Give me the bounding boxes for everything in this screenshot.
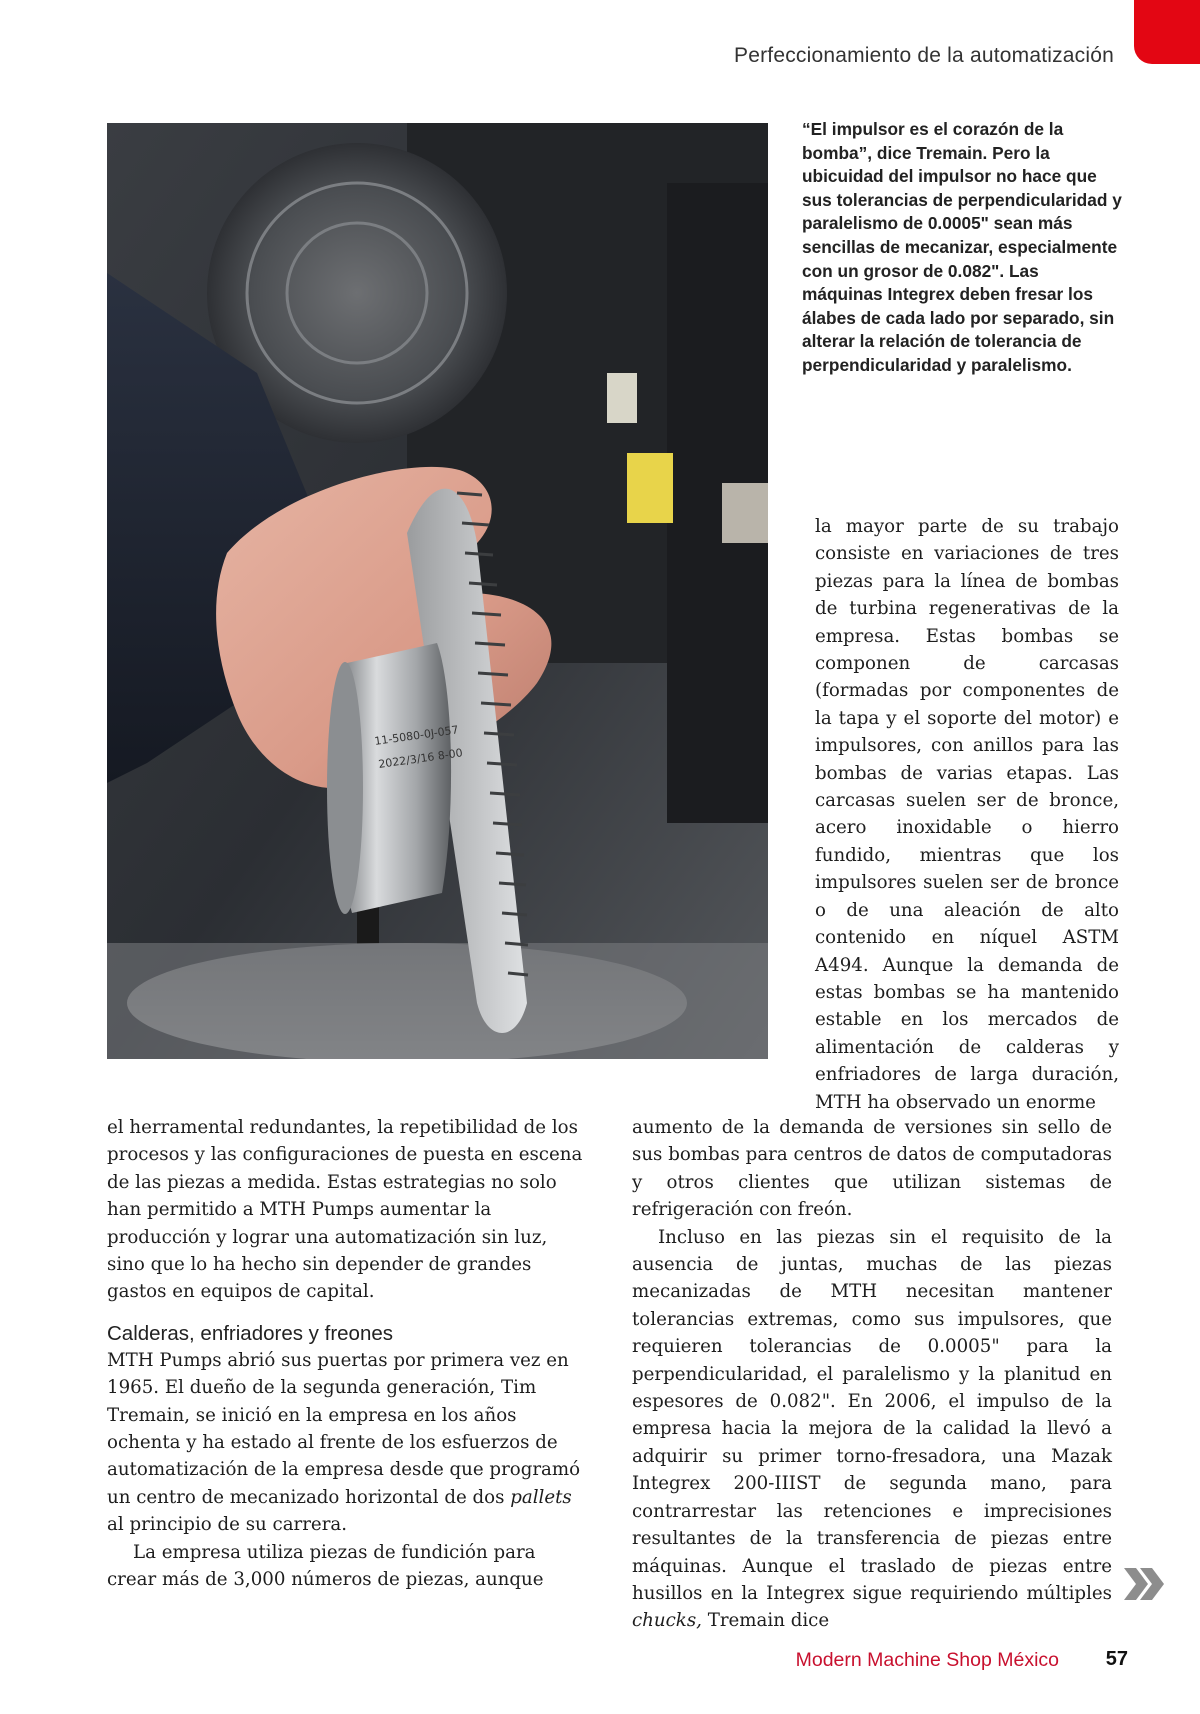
paragraph: MTH Pumps abrió sus puertas por primera vez en 1965. El dueño de la segunda generación, Tim Tremain, se inició en la empresa en los años ochenta y ha estado al frente de los esfuerzos de automatización de la empresa desde que programó un centro de mecanizado horizontal de dos pallets al principio de su carrera. [107,1349,581,1536]
paragraph: el herramental redundantes, la repetibilidad de los procesos y las configuraciones de puesta en escena de las piezas a medida. Estas estrategias no solo han permitido a MTH Pumps aumentar la producción y lograr una automatización sin luz, sino que lo ha hecho sin depender de grandes gastos en equipos de capital. [107,1117,583,1303]
section-subheading: Calderas, enfriadores y freones [107,1321,394,1345]
paragraph: la mayor parte de su trabajo consiste en variaciones de tres piezas para la línea de bombas de turbina regenerativas de la empresa. Estas bombas se componen de carcasas (formadas por componentes de la tapa y el soporte del motor) e impulsores, con anillos para las bombas de varias etapas. Las carcasas suelen ser de bronce, acero inoxidable o hierro fundido, mientras que los impulsores suelen ser de bronce o de una aleación de alto contenido en níquel ASTM A494. Aunque la demanda de estas bombas se ha mantenido estable en los mercados de alimentación de calderas y enfriadores de larga duración, MTH ha observado un enorme [815,516,1119,1113]
body-column-left [107,1114,583,1594]
hub-engraving-2: 2022/3/16 8-00 [377,746,464,771]
double-chevron-right-icon [1122,1564,1166,1604]
photo-caption: “El impulsor es el corazón de la bomba”, dice Tremain. Pero la ubicuidad del impulsor no hace que sus tolerancias de perpendicularidad y paralelismo de 0.0005" sean más sencillas de mecanizar, especialmente con un grosor de 0.082". Las máquinas Integrex deben fresar los álabes de cada lado por separado, sin alterar la relación de tolerancia de perpendicularidad y paralelismo. [802,119,1122,375]
paragraph: La empresa utiliza piezas de fundición para crear más de 3,000 números de piezas, aunque [107,1541,544,1591]
running-head: Perfeccionamiento de la automatización [734,44,1114,67]
body-column-top-right [815,513,1119,1116]
paragraph: aumento de la demanda de versiones sin sello de sus bombas para centros de datos de computadoras y otros clientes que utilizan sistemas de refrigeración con freón. [632,1117,1112,1221]
impeller-photo [107,123,768,1059]
paragraph: Incluso en las piezas sin el requisito de la ausencia de juntas, muchas de las piezas mecanizadas de MTH necesitan mantener tolerancias extremas, como sus impulsores, que requieren tolerancias de 0.0005" para la perpendicularidad, el paralelismo y la planitud en espesores de 0.082". En 2006, el impulso de la empresa hacia la mejora de la calidad la llevó a adquirir su primer torno-fresadora, una Mazak Integrex 200-IIIST de segunda mano, para contrarrestar las retenciones e imprecisiones resultantes de la transferencia de piezas entre máquinas. Aunque el traslado de piezas entre husillos en la Integrex sigue requiriendo múltiples chucks, Tremain dice [632,1226,1112,1632]
hub-engraving-1: 11-5080-0J-057 [373,723,460,748]
page-number: 57 [1105,1648,1128,1670]
section-color-tab [1134,0,1200,64]
footer-magazine-name: Modern Machine Shop México [795,1649,1059,1671]
body-column-right [632,1114,1112,1635]
